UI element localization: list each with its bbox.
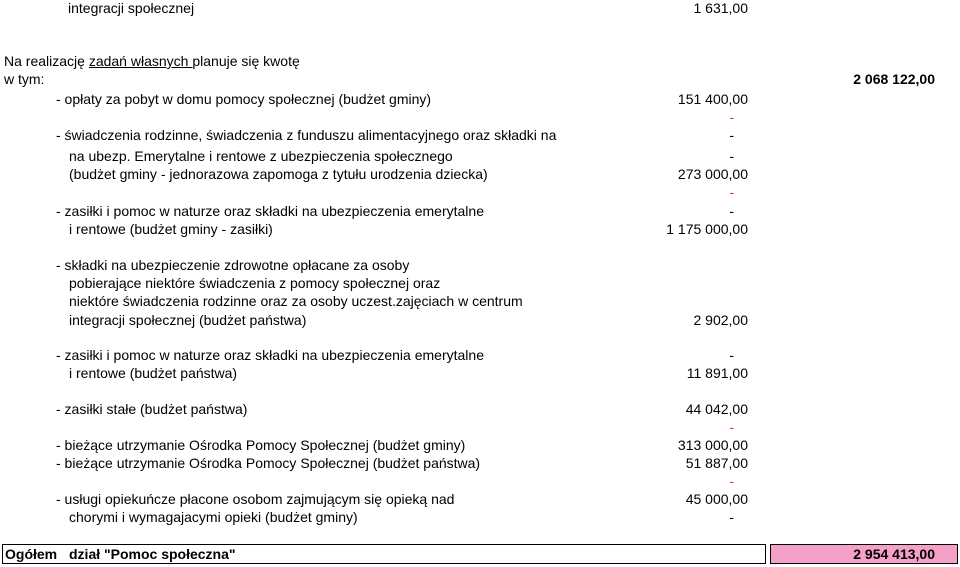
grand-total-label-box (2, 544, 766, 564)
own-tasks-total: 2 068 122,00 (853, 71, 935, 87)
row-value: - (729, 148, 734, 164)
row-label: - składki na ubezpieczenie zdrowotne opłacane za osoby (56, 257, 410, 273)
row-label: na ubezp. Emerytalne i rentowe z ubezpieczenia społecznego (69, 148, 453, 164)
row-value: - (729, 203, 734, 219)
row-label: - zasiłki i pomoc w naturze oraz składki na ubezpieczenia emerytalne (56, 203, 484, 219)
row-value: - (729, 127, 734, 143)
row-value: 44 042,00 (685, 401, 748, 417)
row-label: i rentowe (budżet gminy - zasiłki) (69, 221, 273, 237)
row-label: pobierające niektóre świadczenia z pomocy społecznej oraz (69, 275, 441, 291)
row-value: 313 000,00 (677, 437, 748, 453)
row-value: 11 891,00 (686, 365, 748, 381)
separator-dash: - (729, 473, 734, 489)
top-value: 1 631,00 (693, 0, 748, 16)
row-label: - świadczenia rodzinne, świadczenia z funduszu alimentacyjnego oraz składki na (56, 127, 557, 143)
row-value: 151 400,00 (677, 91, 748, 107)
row-label: - opłaty za pobyt w domu pomocy społecznej (budżet gminy) (56, 91, 432, 107)
row-value: - (729, 347, 734, 363)
grand-total-value: 2 954 413,00 (853, 546, 935, 562)
row-label: i rentowe (budżet państwa) (69, 365, 238, 381)
row-value: 51 887,00 (685, 455, 748, 471)
row-value: - (729, 509, 734, 525)
own-tasks-link-text: zadań własnych (88, 53, 193, 69)
row-label: - zasiłki i pomoc w naturze oraz składki na ubezpieczenia emerytalne (56, 347, 484, 363)
separator-dash: - (729, 419, 734, 435)
row-label: - bieżące utrzymanie Ośrodka Pomocy Społecznej (budżet państwa) (56, 455, 481, 471)
row-label: integracji społecznej (budżet państwa) (69, 312, 307, 328)
row-value: 273 000,00 (677, 166, 748, 182)
row-label: - bieżące utrzymanie Ośrodka Pomocy Społecznej (budżet gminy) (56, 437, 466, 453)
row-label: niektóre świadczenia rodzinne oraz za osoby uczest.zajęciach w centrum (69, 293, 523, 309)
grand-total-label-a: Ogółem (5, 546, 58, 562)
row-value: 2 902,00 (693, 312, 748, 328)
row-label: chorymi i wymagajacymi opieki (budżet gminy) (69, 509, 358, 525)
row-value: 45 000,00 (685, 491, 748, 507)
row-value: 1 175 000,00 (666, 221, 748, 237)
grand-total-value-box (770, 544, 958, 564)
intro-line: Na realizację zadań własnych planuje się kwotę (4, 53, 300, 69)
separator-dash: - (729, 184, 734, 200)
row-label: - usługi opiekuńcze płacone osobom zajmującym się opieką nad (56, 491, 455, 507)
row-label: (budżet gminy - jednorazowa zapomoga z tytułu urodzenia dziecka) (69, 166, 488, 182)
separator-dash: - (729, 109, 734, 125)
grand-total-label-b: dział "Pomoc społeczna" (69, 546, 236, 562)
row-label: - zasiłki stałe (budżet państwa) (56, 401, 248, 417)
top-label: integracji społecznej (68, 0, 195, 16)
w-tym-label: w tym: (4, 71, 45, 87)
